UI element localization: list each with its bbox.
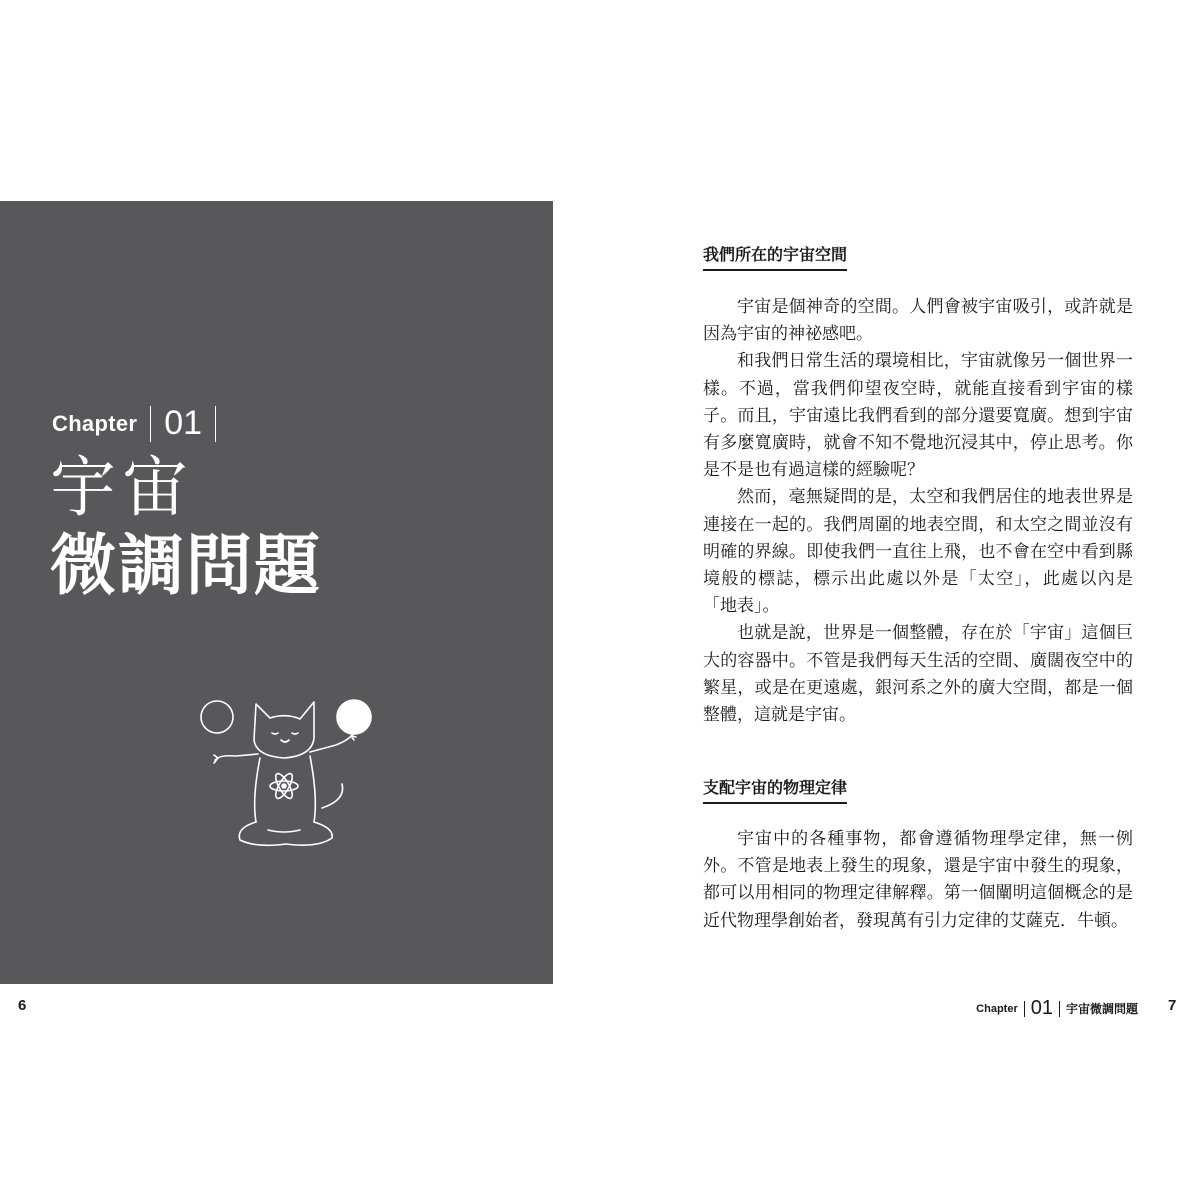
page-number-right: 7 [1168, 997, 1177, 1014]
paragraph: 和我們日常生活的環境相比，宇宙就像另一個世界一樣。不過，當我們仰望夜空時，就能直接看到宇宙的樣子。而且，宇宙遠比我們看到的部分還要寬廣。想到宇宙有多麼寬廣時，就會不知不覺地沉浸其中，停止思考。你是不是也有過這樣的經驗呢？ [703, 351, 1133, 481]
section-heading: 我們所在的宇宙空間 [703, 245, 847, 271]
cat-meditating-with-atom-icon [196, 688, 380, 863]
section-heading: 支配宇宙的物理定律 [703, 778, 847, 804]
divider-bar [150, 406, 151, 442]
chapter-title-line2: 微調問題 [50, 527, 322, 604]
page-number-left: 6 [18, 997, 27, 1014]
divider-bar [215, 406, 216, 442]
running-head-title: 宇宙微調問題 [1065, 1002, 1138, 1016]
running-head-chapter-word: Chapter [976, 1002, 1018, 1015]
chapter-title-line1: 宇宙 [50, 449, 194, 526]
section-body [703, 826, 1133, 935]
chapter-label [52, 404, 229, 443]
divider-bar [1024, 1001, 1025, 1017]
running-head [976, 997, 1138, 1020]
paragraph: 也就是說，世界是一個整體，存在於「宇宙」這個巨大的容器中。不管是我們每天生活的空間、廣闊夜空中的繁星，或是在更遠處，銀河系之外的廣大空間，都是一個整體，這就是宇宙。 [703, 623, 1133, 726]
chapter-number: 01 [164, 404, 203, 442]
paragraph: 然而，毫無疑問的是，太空和我們居住的地表世界是連接在一起的。我們周圍的地表空間，和太空之間並沒有明確的界線。即使我們一直往上飛，也不會在空中看到縣境般的標誌，標示出此處以外是「太空」，此處以內是「地表」。 [703, 487, 1133, 617]
section-body [703, 294, 1133, 729]
chapter-word: Chapter [52, 410, 138, 436]
paragraph: 宇宙中的各種事物，都會遵循物理學定律，無一例外。不管是地表上發生的現象，還是宇宙中發生的現象，都可以用相同的物理定律解釋。第一個闡明這個概念的是近代物理學創始者，發現萬有引力定律的艾薩克．牛頓。 [703, 829, 1133, 931]
divider-bar [1059, 1001, 1060, 1017]
paragraph: 宇宙是個神奇的空間。人們會被宇宙吸引，或許就是因為宇宙的神祕感吧。 [703, 297, 1133, 345]
running-head-chapter-number: 01 [1030, 997, 1053, 1019]
